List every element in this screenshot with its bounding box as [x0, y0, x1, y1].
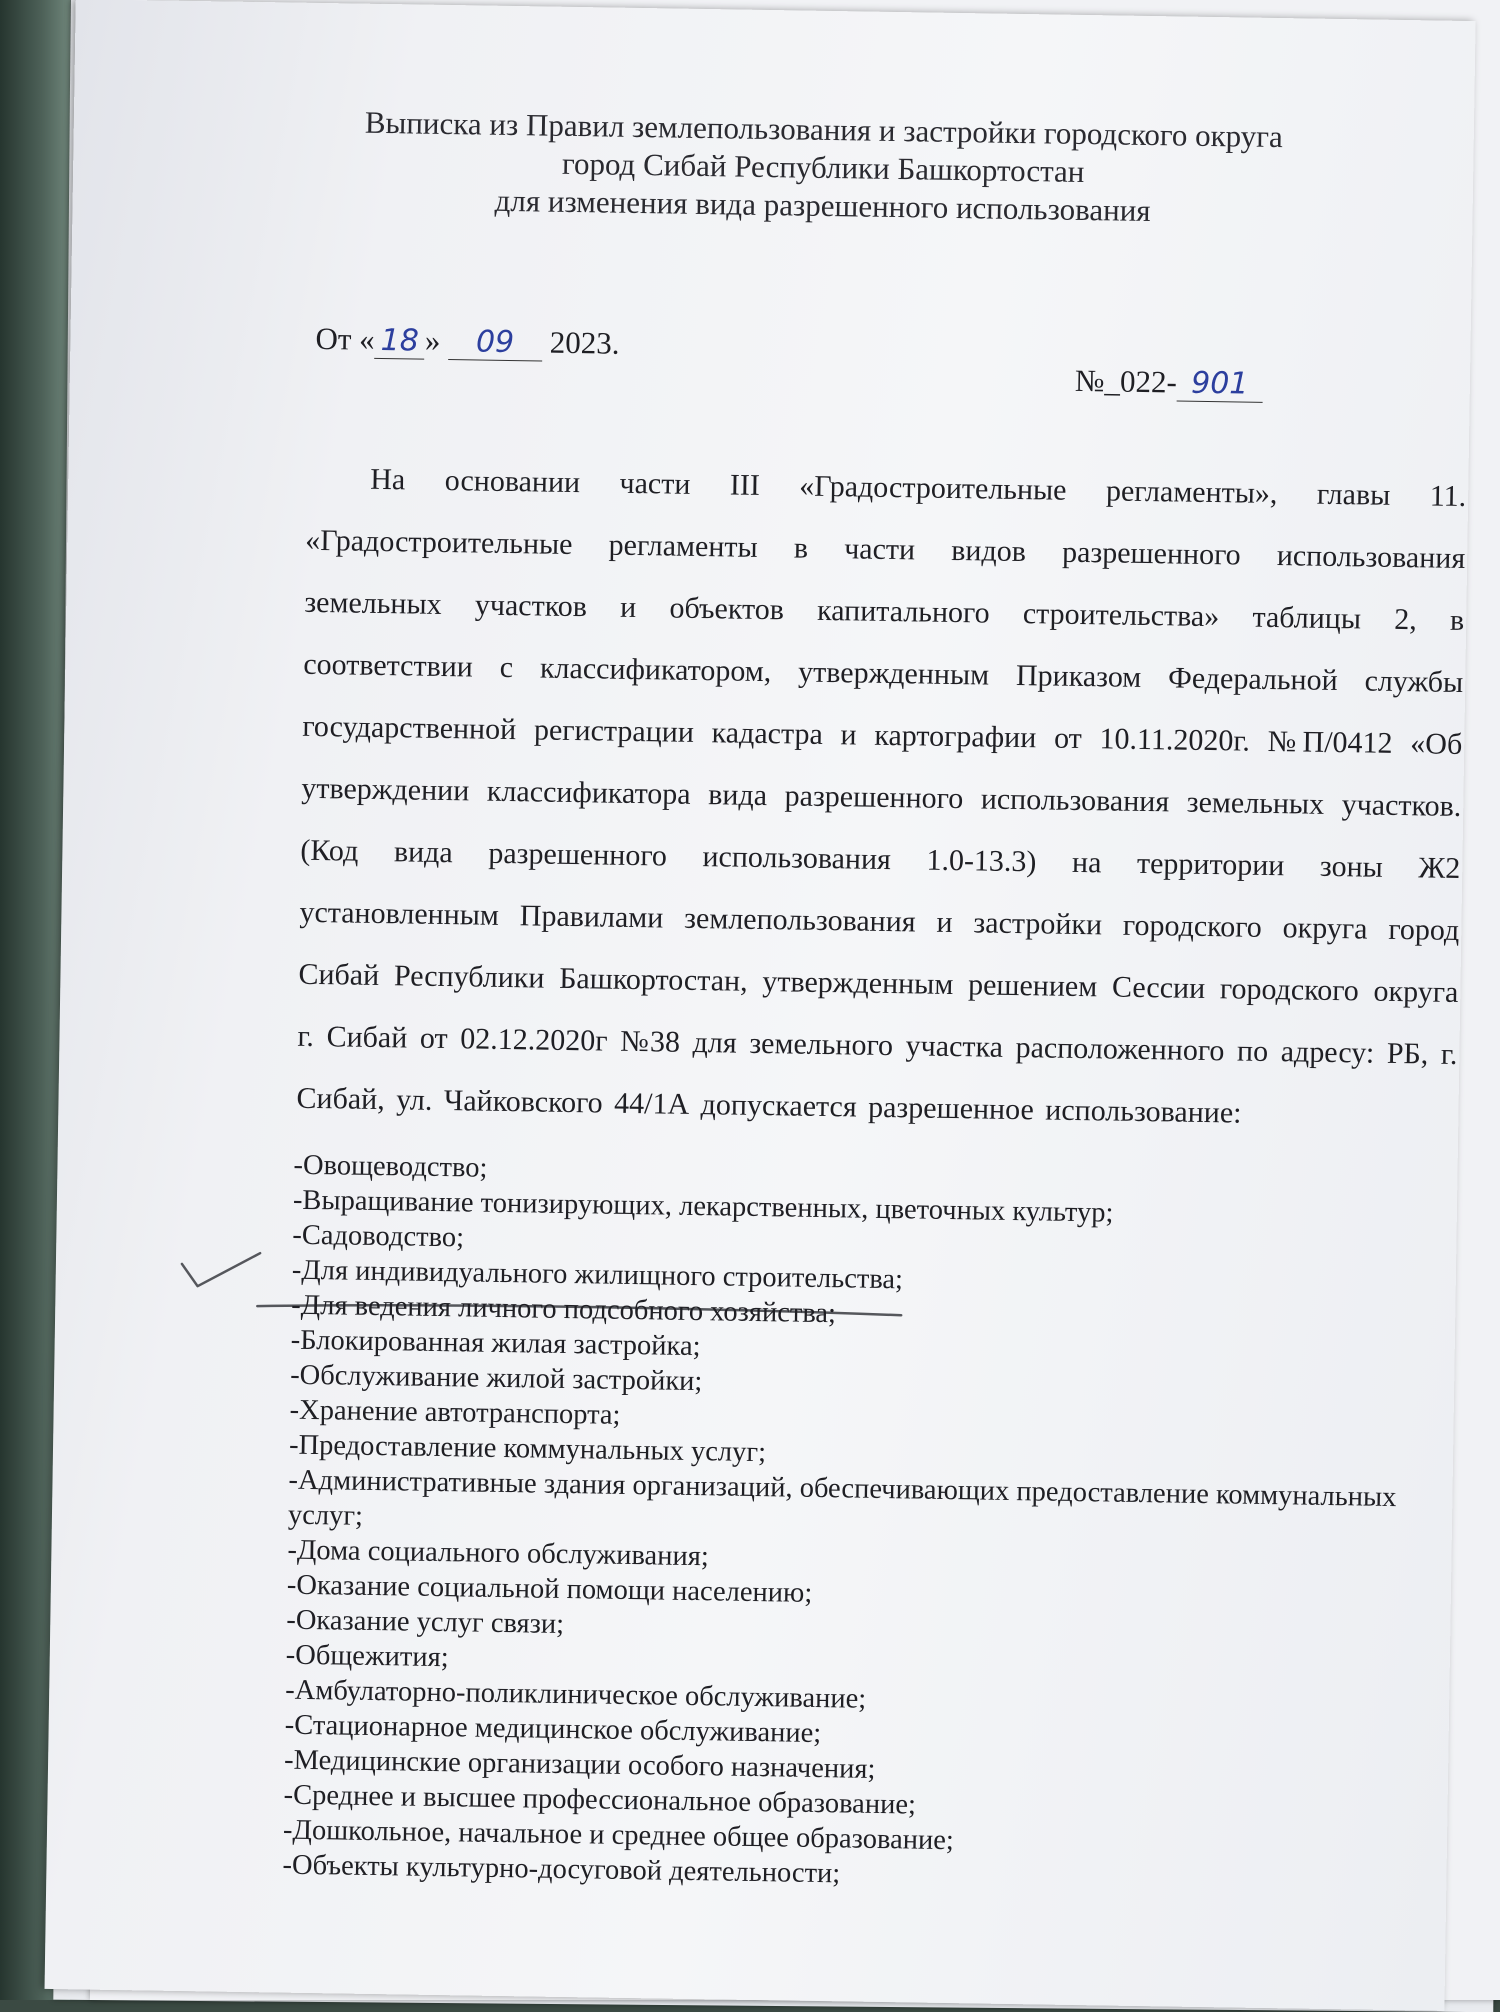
list-item: -Предоставление коммунальных услуг;	[288, 1429, 767, 1469]
date-prefix: От «	[315, 320, 375, 357]
list-item: -Овощеводство;	[293, 1149, 488, 1184]
header-line-2: город Сибай Республики Башкортостан	[561, 145, 1085, 189]
document-page	[45, 0, 1476, 2011]
list-item: -Для ведения личного подсобного хозяйства;	[291, 1289, 837, 1330]
list-item: -Садоводство;	[292, 1219, 465, 1254]
list-item: -Оказание услуг связи;	[286, 1604, 565, 1640]
list-item: -Блокированная жилая застройка;	[290, 1324, 701, 1363]
date-day-field	[374, 322, 425, 360]
date-month-handwritten: 09	[475, 324, 515, 361]
number-field	[1177, 364, 1264, 402]
number-handwritten: 901	[1190, 365, 1249, 402]
list-item: -Дома социального обслуживания;	[287, 1534, 709, 1573]
permitted-uses-list	[282, 1148, 1473, 1901]
header-line-1: Выписка из Правил землепользования и застройки городского округа	[364, 104, 1284, 155]
document-number	[1075, 363, 1263, 403]
header-line-3: для изменения вида разрешенного использования	[494, 182, 1151, 229]
list-item: -Обслуживание жилой застройки;	[289, 1359, 703, 1398]
list-item: -Общежития;	[285, 1639, 449, 1674]
list-item: -Среднее и высшее профессиональное образование;	[283, 1779, 917, 1821]
document-header	[322, 103, 1324, 233]
list-item: -Выращивание тонизирующих, лекарственных, цветочных культур;	[292, 1184, 1114, 1229]
list-item: -Дошкольное, начальное и среднее общее образование;	[282, 1814, 955, 1857]
date-line	[315, 321, 620, 363]
date-year: 2023.	[549, 324, 620, 361]
list-item: -Медицинские организации особого назначения;	[283, 1744, 876, 1785]
date-mid: »	[424, 322, 441, 358]
pencil-checkmark-icon	[175, 1246, 266, 1297]
date-day-handwritten: 18	[380, 322, 420, 359]
date-month-field	[448, 323, 543, 361]
list-item: -Административные здания организаций, обеспечивающих предоставление коммунальных услуг;	[287, 1464, 1397, 1532]
list-item: -Объекты культурно-досуговой деятельности;	[282, 1849, 841, 1890]
list-item: -Оказание социальной помощи населению;	[286, 1569, 813, 1609]
list-item: -Для индивидуального жилищного строительства;	[291, 1254, 904, 1296]
list-item: -Стационарное медицинское обслуживание;	[284, 1709, 822, 1750]
list-item: -Хранение автотранспорта;	[289, 1394, 621, 1431]
body-paragraph: На основании части III «Градостроительные регламенты», главы 11. «Градостроительные регламенты в части видов разрешенного использования земельных участков и объектов капитального строительства» таблицы 2, в соответствии с классификатором, утвержденным Приказом Федеральной службы государственной регистрации кадастра и картографии от 10.11.2020г. №П/0412 «Об утверждении классификатора вида разрешенного использования земельных участков. (Код вида разрешенного использования 1.0-13.3) на территории зоны Ж2 установленным Правилами землепользования и застройки городского округа город Сибай Республики Башкортостан, утвержденным решением Сессии городского округа г. Сибай от 02.12.2020г №38 для земельного участка расположенного по адресу: РБ, г. Сибай, ул. Чайковского 44/1А допускается разрешенное использование:	[296, 462, 1467, 1130]
number-prefix: №_022-	[1074, 362, 1178, 400]
list-item: -Амбулаторно-поликлиническое обслуживание;	[285, 1674, 867, 1715]
